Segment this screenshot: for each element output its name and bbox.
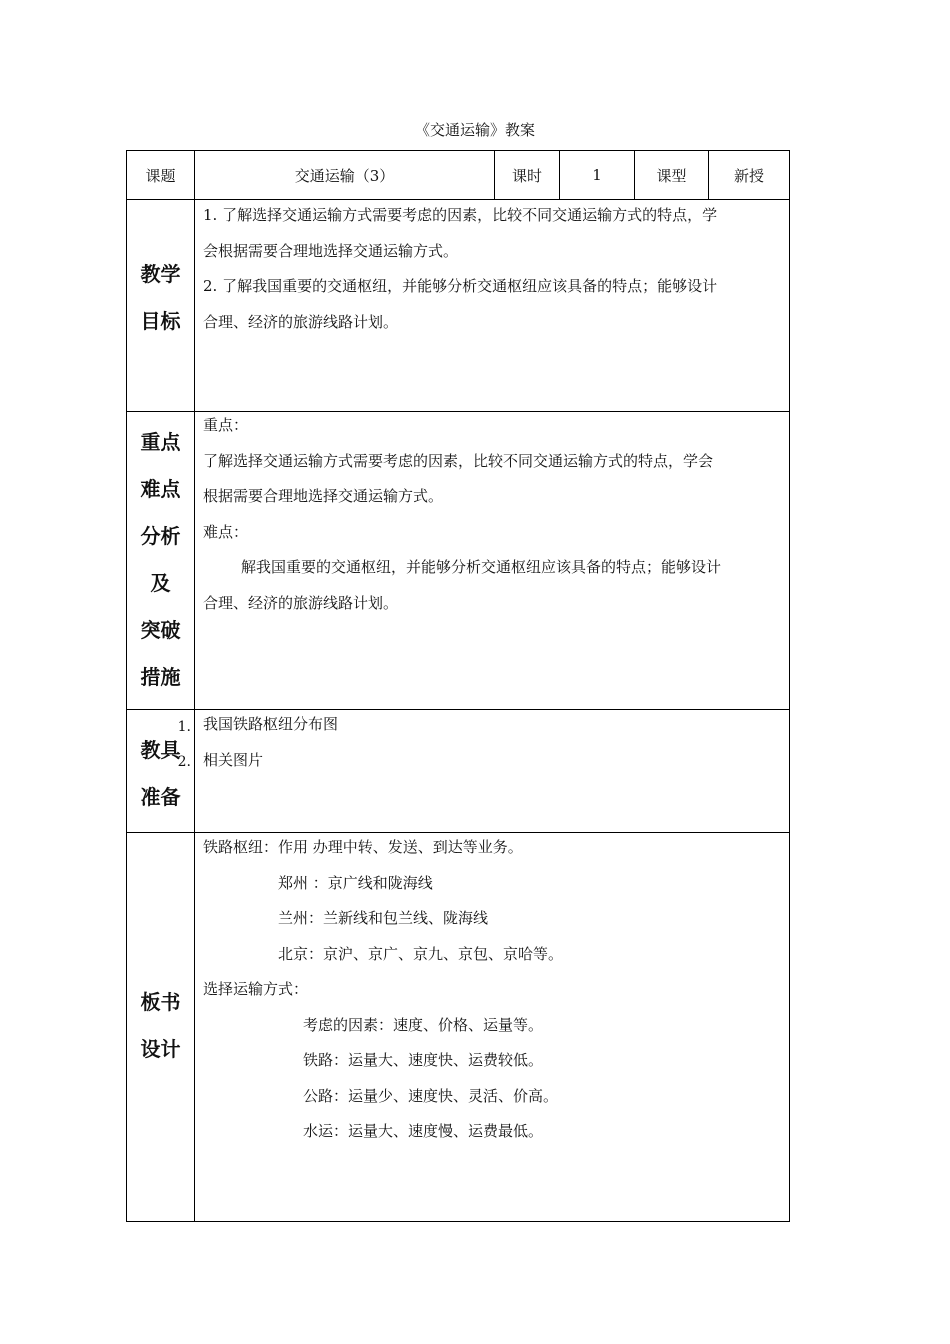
- objective-line: 1. 了解选择交通运输方式需要考虑的因素，比较不同交通运输方式的特点，学: [203, 206, 718, 224]
- key-point-line: 根据需要合理地选择交通运输方式。: [203, 487, 444, 505]
- board-line: 选择运输方式：: [203, 980, 309, 998]
- label-line: 重点: [140, 430, 181, 454]
- board-line: 郑州 ：京广线和陇海线: [278, 873, 433, 892]
- board-line: 公路：运量少、速度快、灵活、价高。: [303, 1086, 559, 1105]
- board-design-label: [127, 979, 194, 1073]
- board-line: 考虑的因素：速度、价格、运量等。: [303, 1015, 544, 1034]
- key-point-line: 难点：: [203, 522, 249, 541]
- label-line: 措施: [140, 665, 181, 689]
- objective-line: 合理、经济的旅游线路计划。: [203, 312, 399, 331]
- period-value: 1: [592, 166, 602, 184]
- label-line: 分析: [140, 524, 181, 548]
- board-line: 水运：运量大、速度慢、运费最低。: [303, 1122, 544, 1140]
- objectives-label: [127, 256, 194, 340]
- document-title: 《交通运输》教案: [414, 121, 535, 139]
- topic-label: 课题: [145, 166, 176, 185]
- list-number: 2.: [177, 754, 191, 770]
- key-point-line: 了解选择交通运输方式需要考虑的因素，比较不同交通运输方式的特点，学会: [203, 451, 714, 470]
- board-line: 铁路枢纽：作用 办理中转、发送、到达等业务。: [203, 838, 523, 856]
- objective-line: 会根据需要合理地选择交通运输方式。: [203, 241, 459, 260]
- key-point-line: 合理、经济的旅游线路计划。: [203, 593, 399, 612]
- board-line: 北京：京沪、京广、京九、京包、京哈等。: [278, 944, 564, 963]
- label-line: 教具: [140, 738, 181, 762]
- teaching-aids-numbers: [171, 710, 191, 780]
- label-line: 教学: [140, 262, 181, 286]
- board-design-content: [203, 830, 787, 1150]
- label-line: 目标: [140, 309, 181, 333]
- objective-line: 2. 了解我国重要的交通枢纽，并能够分析交通枢纽应该具备的特点；能够设计: [203, 277, 718, 295]
- board-line: 兰州：兰新线和包兰线、陇海线: [278, 909, 489, 927]
- type-value: 新授: [733, 166, 764, 185]
- label-line: 板书: [140, 990, 181, 1014]
- label-line: 难点: [140, 477, 181, 501]
- key-point-line: 解我国重要的交通枢纽，并能够分析交通枢纽应该具备的特点；能够设计: [241, 558, 722, 576]
- key-points-label: [127, 415, 194, 705]
- list-number: 1.: [177, 719, 191, 735]
- label-column-divider: [194, 151, 195, 1221]
- label-line: 准备: [140, 785, 181, 809]
- objectives-content: [203, 198, 787, 340]
- teaching-aid-item: 我国铁路枢纽分布图: [203, 715, 339, 733]
- label-line: 及: [150, 571, 171, 595]
- label-line: 突破: [140, 618, 181, 642]
- label-line: 设计: [140, 1037, 181, 1061]
- type-label: 课型: [656, 166, 687, 185]
- key-points-content: [203, 408, 787, 621]
- teaching-aid-item: 相关图片: [203, 750, 264, 769]
- board-line: 铁路：运量大、速度快、运费较低。: [303, 1051, 544, 1069]
- period-label: 课时: [511, 166, 542, 185]
- lesson-plan-table: [126, 150, 790, 1222]
- teaching-aids-content: [203, 707, 787, 778]
- topic-value: 交通运输（3）: [294, 166, 395, 185]
- key-point-line: 重点：: [203, 416, 249, 434]
